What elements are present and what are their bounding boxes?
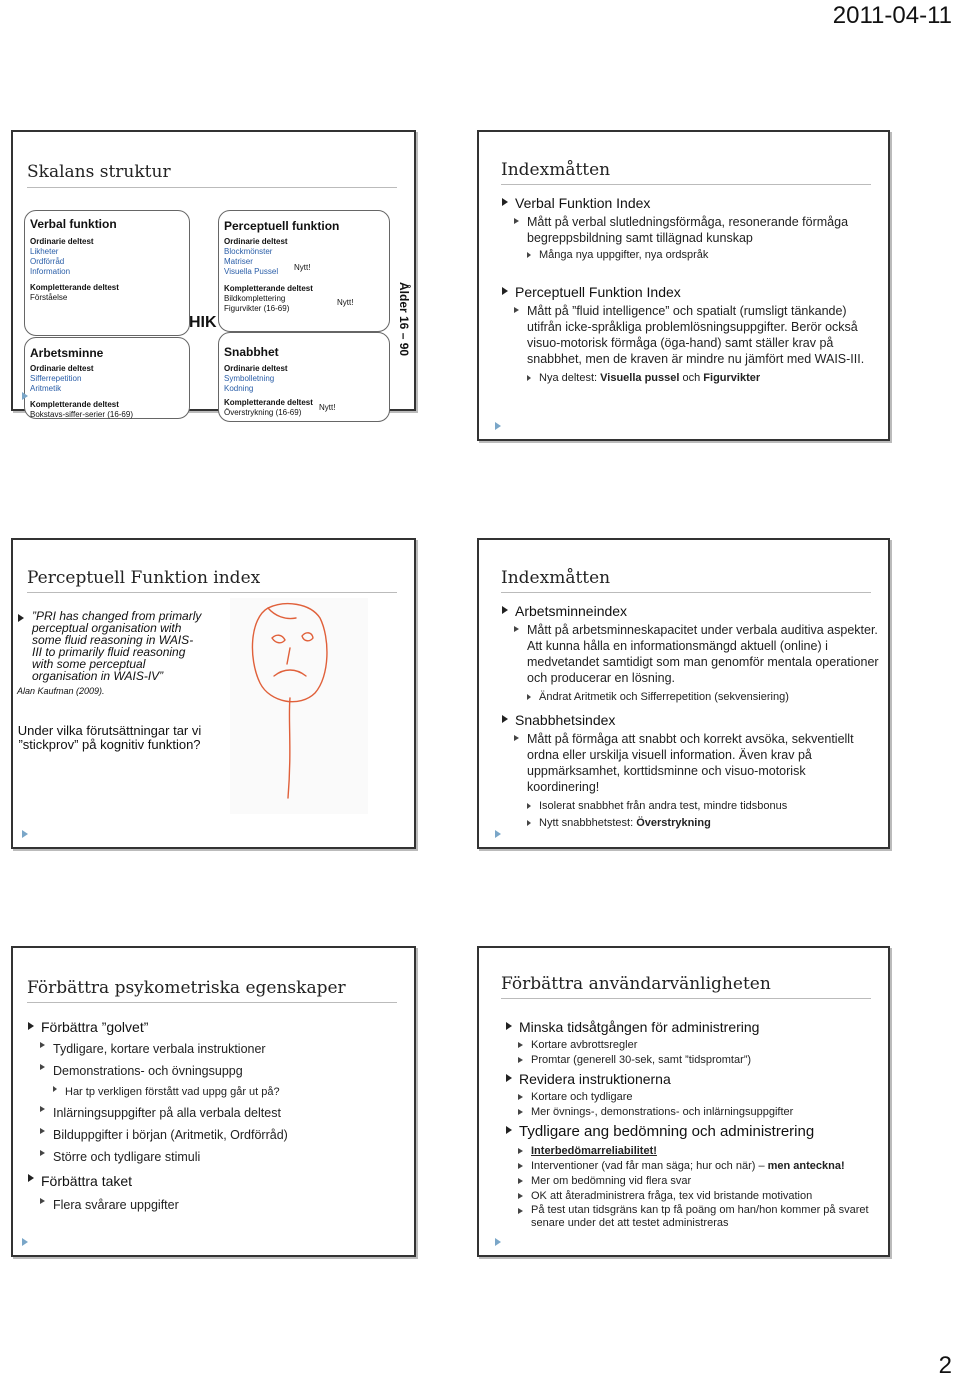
ordinarie-label: Ordinarie deltest [224,364,288,373]
box-heading: Arbetsminne [30,346,104,360]
bullet-text: Kortare avbrottsregler [505,1038,875,1053]
perceptuell-funktion-box [218,210,390,332]
bullet-text [501,816,879,831]
text-run: Visuella pussel [600,372,680,384]
ordinarie-label: Ordinarie deltest [30,237,94,246]
bullet-text: Mer om bedömning vid flera svar [505,1174,875,1189]
quote-text: ”PRI has changed from primarly perceptual organisation with some fluid reasoning in WAIS-III to primarily fluid reasoning with some perceptual organisation in WAIS-IV” [17,610,202,682]
bullet-text: Flera svårare uppgifter [27,1194,405,1216]
hik-label: HIK [189,314,217,331]
bullet-golvet: Förbättra ”golvet” [27,1018,405,1036]
slide-indexmatten-2 [477,538,890,849]
bullet-text: Mått på ”fluid intelligence” och spatialt (rumsligt tänkande) utifrån icke-språkliga problemlösningsuppgifter. Berör också visuo-motorisk förmåga (öga-hand) samt ställer krav på snabbhet, men de kraven är mindre nu jämfört med WAIS-III. [501,303,879,367]
subtest-item: Förståelse [30,293,68,302]
kompletterande-label: Kompletterande deltest [224,284,313,293]
bullet-text: Tydligare, kortare verbala instruktioner [27,1038,405,1060]
nytt-badge: Nytt! [337,298,354,307]
subtest-item: Figurvikter (16-69) [224,304,290,313]
subtest-item: Bokstavs-siffer-serier (16-69) [30,410,133,419]
bullet-text: Mått på förmåga att snabbt och korrekt avsöka, sekventiellt ordna eller urskilja visuell information. Även krav på uppmärksamhet, korttidsminne och visuo-motorisk koordinering! [501,731,879,795]
text-run: Interbedömarreliabilitet! [531,1145,657,1157]
bullet-text: På test utan tidsgräns kan tp få poäng om han/hon kommer på svaret senare under det att testet administreras [505,1204,875,1230]
slide-nav-icon[interactable] [495,422,501,430]
slide-title: Perceptuell Funktion index [27,568,261,588]
slide-anvandarvanlighet [477,946,890,1257]
slide-skalans-struktur [11,130,416,419]
text-run: och [679,372,704,384]
subtest-item: Sifferrepetition [30,374,82,383]
bullet-text: Många nya uppgifter, nya ordspråk [501,248,879,263]
bullet-text: Ändrat Aritmetik och Sifferrepetition (sekvensiering) [501,690,879,705]
bullet-text: Isolerat snabbhet från andra test, mindre tidsbonus [501,799,879,814]
box-heading: Snabbhet [224,345,279,359]
slide-nav-icon[interactable] [495,1238,501,1246]
box-heading: Perceptuell funktion [224,219,340,233]
question-text: Under vilka förutsättningar tar vi ”stickprov” på kognitiv funktion? [17,723,202,752]
slide-title: Indexmåtten [501,160,611,180]
slide-nav-icon[interactable] [22,1238,28,1246]
slide-nav-icon[interactable] [22,392,28,400]
kompletterande-label: Kompletterande deltest [30,283,119,292]
slide-nav-icon[interactable] [22,830,28,838]
subtest-item: Ordförråd [30,257,65,266]
ordinarie-label: Ordinarie deltest [224,237,288,246]
title-rule [501,998,871,999]
quote-author: Alan Kaufman (2009). [17,686,105,696]
title-rule [501,184,871,185]
slide-indexmatten-1 [477,130,890,441]
bullet-revidera: Revidera instruktionerna [505,1070,875,1088]
snabbhet-box [218,332,390,422]
age-range-label: Ålder 16 – 90 [397,282,411,357]
bullet-verbal-index: Verbal Funktion Index [501,194,879,212]
text-run: Nytt snabbhetstest: [539,817,637,829]
text-run: Nya deltest: [539,372,601,384]
slide-title: Skalans struktur [27,162,171,182]
slide-perceptuell-index [11,538,416,849]
bullet-snabbhetsindex: Snabbhetsindex [501,711,879,729]
bullet-tydligare: Tydligare ang bedömning och administrering [505,1122,875,1142]
verbal-funktion-box [24,210,190,336]
slide-title: Förbättra psykometriska egenskaper [27,978,346,998]
date-header: 2011-04-11 [832,2,952,29]
bullet-arbetsminneindex: Arbetsminneindex [501,602,879,620]
subtest-item: Visuella Pussel [224,267,279,276]
text-run: Överstrykning [636,817,711,829]
nytt-badge: Nytt! [294,263,311,272]
kompletterande-label: Kompletterande deltest [224,398,313,407]
bullet-minska: Minska tidsåtgången för administrering [505,1018,875,1036]
slide-title: Indexmåtten [501,568,611,588]
nytt-badge: Nytt! [319,403,336,412]
subtest-item: Symbolletning [224,374,275,383]
title-rule [27,592,397,593]
bullet-text: Inlärningsuppgifter på alla verbala deltest [27,1102,405,1124]
bullet-text: Bilduppgifter i början (Aritmetik, Ordförråd) [27,1124,405,1146]
bullet-text: Mått på verbal slutledningsförmåga, resonerande förmåga begreppsbildning samt tillägnad kunskap [501,214,879,246]
bullet-text: Promtar (generell 30-sek, samt ”tidspromtar”) [505,1053,875,1068]
subtest-item: Information [30,267,71,276]
page-number: 2 [938,1352,952,1379]
text-run: Interventioner (vad får man säga; hur och när) – [531,1160,768,1172]
subtest-item: Överstrykning (16-69) [224,408,302,417]
subtest-item: Likheter [30,247,59,256]
title-rule [27,187,397,188]
bullet-text: Större och tydligare stimuli [27,1146,405,1168]
bullet-text: Kortare och tydligare [505,1090,875,1105]
bullet-text: Har tp verkligen förstått vad uppg går ut på? [27,1082,405,1102]
bullet-taket: Förbättra taket [27,1170,405,1192]
subtest-item: Kodning [224,384,254,393]
subtest-item: Bildkomplettering [224,294,286,303]
ordinarie-label: Ordinarie deltest [30,364,94,373]
bullet-text [505,1159,875,1174]
kompletterande-label: Kompletterande deltest [30,400,119,409]
title-rule [501,592,871,593]
arbetsminne-box [24,337,190,419]
box-heading: Verbal funktion [30,217,117,231]
bullet-perceptuell-index: Perceptuell Funktion Index [501,283,879,301]
bullet-text: Mått på arbetsminneskapacitet under verbala auditiva aspekter. Att kunna hålla en informationsmängd aktuell (online) i medvetandet samtidigt som man genomför mentala operationer och producerar en lösning. [501,622,879,686]
subtest-item: Blockmönster [224,247,273,256]
slide-psykometriska [11,946,416,1257]
bullet-text [501,371,879,386]
text-run: Figurvikter [703,372,761,384]
bullet-text: Mer övnings-, demonstrations- och inlärningsuppgifter [505,1105,875,1120]
text-run: men anteckna! [767,1160,845,1172]
subtest-item: Aritmetik [30,384,62,393]
child-drawing-image [230,598,368,814]
bullet-text: OK att återadministrera fråga, tex vid bristande motivation [505,1189,875,1204]
stick-figure-drawing [230,598,368,814]
subtest-item: Matriser [224,257,253,266]
title-rule [27,1002,397,1003]
slide-nav-icon[interactable] [495,830,501,838]
slide-title: Förbättra användarvänligheten [501,974,771,994]
bullet-text: Demonstrations- och övningsuppg [27,1060,405,1082]
bullet-text [505,1144,875,1159]
